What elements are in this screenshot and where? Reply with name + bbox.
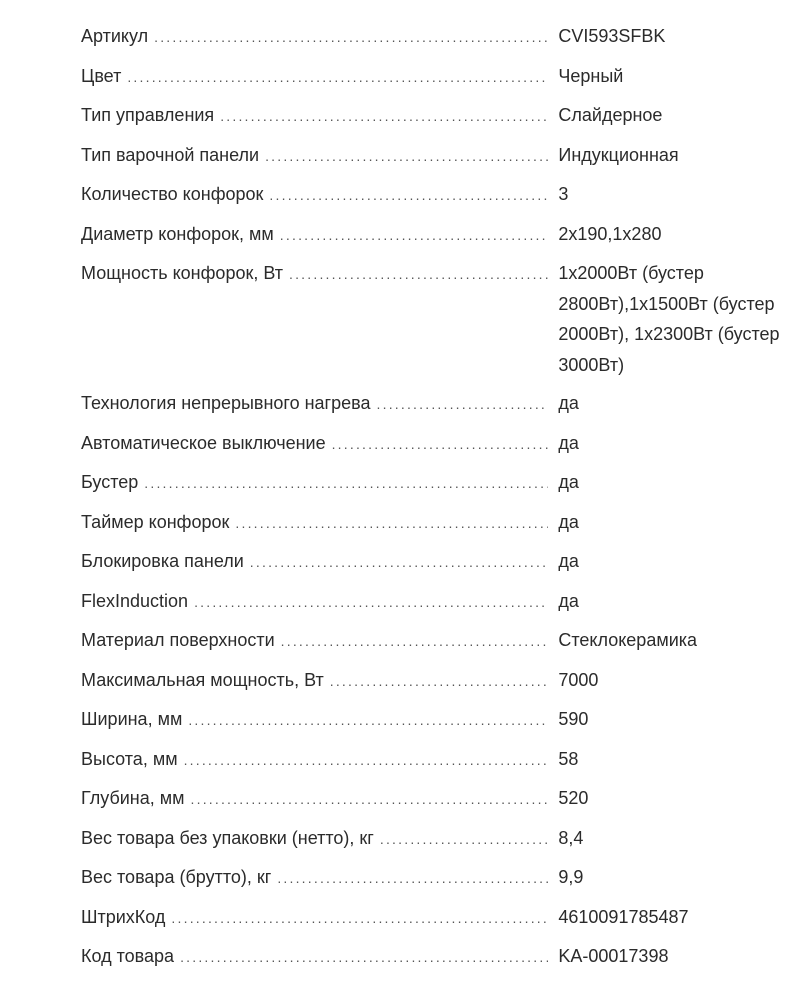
dot-leader [171, 903, 548, 933]
dot-leader [144, 468, 548, 498]
spec-row-panel-lock [40, 546, 793, 586]
spec-label: Вес товара (брутто), кг [81, 867, 272, 887]
spec-row-auto-off [40, 428, 793, 468]
dot-leader [289, 259, 548, 289]
spec-label: Мощность конфорок, Вт [81, 263, 283, 283]
spec-value: 1x2000Вт (бустер 2800Вт),1x1500Вт (бустер 2000Вт), 1x2300Вт (бустер 3000Вт) [558, 263, 780, 375]
spec-row-gross-weight [40, 862, 793, 902]
spec-value: да [558, 551, 579, 571]
spec-value: Стеклокерамика [558, 630, 698, 650]
spec-row-depth [40, 783, 793, 823]
dot-leader [188, 705, 548, 735]
spec-value: 7000 [558, 669, 599, 690]
dot-leader [184, 745, 549, 775]
spec-label: FlexInduction [81, 590, 189, 611]
dot-leader [235, 508, 548, 538]
dot-leader [332, 429, 549, 459]
spec-value: 4610091785487 [558, 906, 689, 927]
spec-label: Код товара [81, 946, 175, 966]
spec-row-barcode [40, 902, 793, 942]
spec-row-width [40, 704, 793, 744]
spec-row-burner-count [40, 179, 793, 219]
spec-label: ШтрихКод [81, 906, 166, 927]
spec-label: Высота, мм [81, 748, 178, 769]
dot-leader [269, 180, 548, 210]
dot-leader [277, 863, 548, 893]
dot-leader [265, 141, 548, 171]
spec-value: 3 [558, 184, 569, 204]
spec-row-hob-type [40, 140, 793, 180]
spec-value: 520 [558, 788, 589, 808]
spec-row-height [40, 744, 793, 784]
spec-value: 2x190,1x280 [558, 223, 662, 244]
dot-leader [220, 101, 548, 131]
spec-label: Максимальная мощность, Вт [81, 669, 324, 690]
spec-row-color [40, 61, 793, 101]
spec-value: да [558, 472, 579, 492]
spec-label: Бустер [81, 472, 139, 492]
spec-row-continuous-heating [40, 388, 793, 428]
spec-label: Материал поверхности [81, 630, 275, 650]
spec-row-net-weight [40, 823, 793, 863]
dot-leader [380, 824, 549, 854]
spec-row-burner-power [40, 258, 793, 388]
spec-value: CVI593SFBK [558, 26, 666, 46]
dot-leader [330, 666, 549, 696]
spec-value: KA-00017398 [558, 946, 669, 966]
dot-leader [250, 547, 549, 577]
dot-leader [194, 587, 548, 617]
spec-value: да [558, 393, 579, 413]
spec-value: 9,9 [558, 867, 584, 887]
spec-row-burner-diameter [40, 219, 793, 259]
spec-label: Количество конфорок [81, 184, 264, 204]
dot-leader [154, 22, 548, 52]
spec-row-booster [40, 467, 793, 507]
spec-value: Слайдерное [558, 105, 663, 125]
dot-leader [280, 220, 549, 250]
spec-value: да [558, 590, 579, 611]
spec-label: Автоматическое выключение [81, 432, 326, 453]
spec-label: Вес товара без упаковки (нетто), кг [81, 827, 374, 848]
dot-leader [377, 389, 549, 419]
spec-label: Технология непрерывного нагрева [81, 393, 371, 413]
spec-value: 8,4 [558, 827, 584, 848]
spec-value: Черный [558, 65, 624, 86]
spec-label: Артикул [81, 26, 149, 46]
spec-value: 590 [558, 709, 589, 729]
spec-label: Ширина, мм [81, 709, 183, 729]
spec-value: да [558, 511, 579, 532]
dot-leader [127, 62, 548, 92]
spec-label: Тип управления [81, 105, 215, 125]
dot-leader [180, 942, 548, 972]
spec-label: Таймер конфорок [81, 511, 230, 532]
spec-label: Блокировка панели [81, 551, 244, 571]
dot-leader [191, 784, 549, 814]
spec-value: 58 [558, 748, 579, 769]
spec-label: Диаметр конфорок, мм [81, 223, 274, 244]
spec-row-max-power [40, 665, 793, 705]
spec-value: да [558, 432, 579, 453]
spec-row-timer [40, 507, 793, 547]
spec-row-product-code [40, 941, 793, 981]
spec-value: Индукционная [558, 144, 679, 165]
spec-label: Цвет [81, 65, 122, 86]
spec-label: Глубина, мм [81, 788, 185, 808]
dot-leader [281, 626, 549, 656]
spec-row-flexinduction [40, 586, 793, 626]
spec-row-article [40, 21, 793, 61]
spec-row-control-type [40, 100, 793, 140]
spec-label: Тип варочной панели [81, 144, 260, 165]
spec-row-surface-material [40, 625, 793, 665]
